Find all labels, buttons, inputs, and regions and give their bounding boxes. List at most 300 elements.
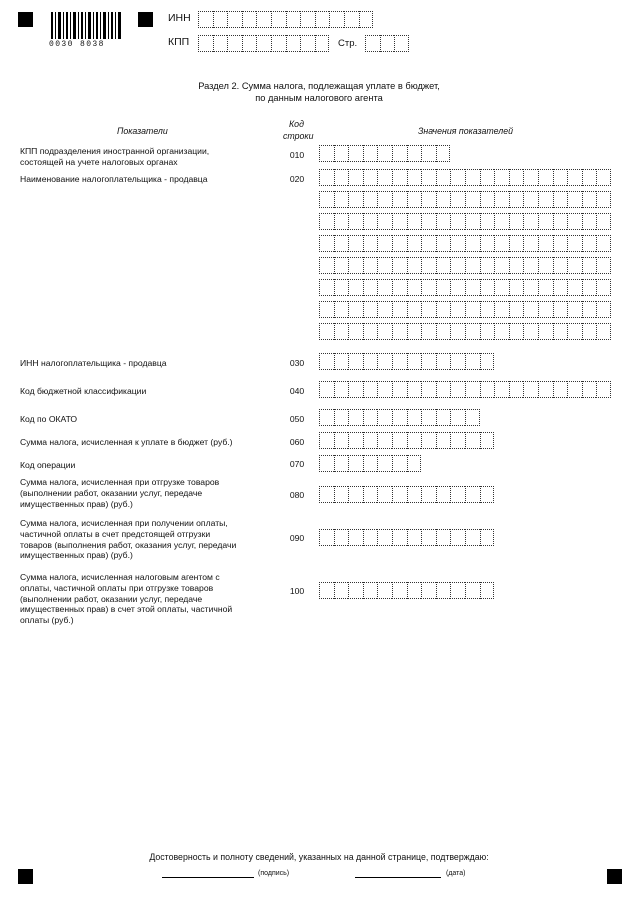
character-cell[interactable]: [348, 432, 363, 449]
character-cell[interactable]: [213, 35, 228, 52]
character-cell[interactable]: [319, 409, 334, 426]
character-cell[interactable]: [436, 323, 451, 340]
inn-field[interactable]: [198, 11, 373, 28]
character-cell[interactable]: [421, 432, 436, 449]
character-cell[interactable]: [348, 455, 363, 472]
character-cell[interactable]: [582, 279, 597, 296]
character-cell[interactable]: [509, 257, 524, 274]
character-cell[interactable]: [348, 409, 363, 426]
character-cell[interactable]: [319, 235, 334, 252]
character-cell[interactable]: [509, 381, 524, 398]
character-cell[interactable]: [421, 582, 436, 599]
character-cell[interactable]: [329, 11, 344, 28]
character-cell[interactable]: [538, 235, 553, 252]
character-cell[interactable]: [450, 257, 465, 274]
kpp-field[interactable]: [198, 35, 329, 52]
row-070-field[interactable]: [319, 455, 421, 472]
character-cell[interactable]: [334, 432, 349, 449]
character-cell[interactable]: [377, 432, 392, 449]
character-cell[interactable]: [509, 301, 524, 318]
character-cell[interactable]: [392, 381, 407, 398]
character-cell[interactable]: [596, 279, 611, 296]
row-020-field-line-1[interactable]: [319, 169, 611, 186]
character-cell[interactable]: [421, 169, 436, 186]
character-cell[interactable]: [377, 257, 392, 274]
character-cell[interactable]: [242, 11, 257, 28]
character-cell[interactable]: [494, 279, 509, 296]
character-cell[interactable]: [348, 191, 363, 208]
character-cell[interactable]: [509, 235, 524, 252]
character-cell[interactable]: [567, 213, 582, 230]
character-cell[interactable]: [450, 169, 465, 186]
character-cell[interactable]: [392, 191, 407, 208]
character-cell[interactable]: [436, 353, 451, 370]
character-cell[interactable]: [394, 35, 409, 52]
character-cell[interactable]: [377, 213, 392, 230]
character-cell[interactable]: [450, 381, 465, 398]
character-cell[interactable]: [465, 353, 480, 370]
character-cell[interactable]: [509, 213, 524, 230]
character-cell[interactable]: [348, 169, 363, 186]
character-cell[interactable]: [480, 279, 495, 296]
character-cell[interactable]: [480, 257, 495, 274]
character-cell[interactable]: [465, 381, 480, 398]
character-cell[interactable]: [348, 145, 363, 162]
character-cell[interactable]: [242, 35, 257, 52]
character-cell[interactable]: [392, 455, 407, 472]
date-line[interactable]: [355, 877, 441, 878]
character-cell[interactable]: [494, 323, 509, 340]
character-cell[interactable]: [421, 145, 436, 162]
character-cell[interactable]: [407, 301, 422, 318]
character-cell[interactable]: [227, 11, 242, 28]
row-020-field-line-6[interactable]: [319, 279, 611, 296]
character-cell[interactable]: [334, 455, 349, 472]
character-cell[interactable]: [334, 486, 349, 503]
character-cell[interactable]: [348, 381, 363, 398]
character-cell[interactable]: [553, 169, 568, 186]
character-cell[interactable]: [363, 257, 378, 274]
character-cell[interactable]: [377, 409, 392, 426]
character-cell[interactable]: [363, 279, 378, 296]
character-cell[interactable]: [421, 381, 436, 398]
character-cell[interactable]: [392, 582, 407, 599]
row-020-field-line-7[interactable]: [319, 301, 611, 318]
character-cell[interactable]: [480, 353, 495, 370]
character-cell[interactable]: [392, 301, 407, 318]
character-cell[interactable]: [363, 169, 378, 186]
character-cell[interactable]: [480, 213, 495, 230]
character-cell[interactable]: [377, 582, 392, 599]
character-cell[interactable]: [407, 191, 422, 208]
character-cell[interactable]: [334, 213, 349, 230]
character-cell[interactable]: [198, 11, 213, 28]
character-cell[interactable]: [582, 323, 597, 340]
character-cell[interactable]: [465, 213, 480, 230]
character-cell[interactable]: [377, 455, 392, 472]
character-cell[interactable]: [377, 529, 392, 546]
character-cell[interactable]: [480, 169, 495, 186]
character-cell[interactable]: [567, 257, 582, 274]
character-cell[interactable]: [450, 486, 465, 503]
character-cell[interactable]: [480, 235, 495, 252]
character-cell[interactable]: [450, 191, 465, 208]
character-cell[interactable]: [480, 323, 495, 340]
character-cell[interactable]: [465, 279, 480, 296]
character-cell[interactable]: [582, 301, 597, 318]
character-cell[interactable]: [377, 353, 392, 370]
character-cell[interactable]: [348, 529, 363, 546]
character-cell[interactable]: [363, 455, 378, 472]
character-cell[interactable]: [538, 301, 553, 318]
character-cell[interactable]: [465, 486, 480, 503]
character-cell[interactable]: [494, 301, 509, 318]
character-cell[interactable]: [523, 381, 538, 398]
character-cell[interactable]: [538, 279, 553, 296]
character-cell[interactable]: [300, 11, 315, 28]
character-cell[interactable]: [582, 213, 597, 230]
character-cell[interactable]: [407, 409, 422, 426]
character-cell[interactable]: [436, 381, 451, 398]
character-cell[interactable]: [377, 235, 392, 252]
character-cell[interactable]: [465, 409, 480, 426]
character-cell[interactable]: [348, 323, 363, 340]
character-cell[interactable]: [363, 381, 378, 398]
character-cell[interactable]: [334, 353, 349, 370]
character-cell[interactable]: [553, 301, 568, 318]
character-cell[interactable]: [596, 235, 611, 252]
character-cell[interactable]: [421, 301, 436, 318]
character-cell[interactable]: [421, 409, 436, 426]
character-cell[interactable]: [319, 529, 334, 546]
character-cell[interactable]: [407, 381, 422, 398]
character-cell[interactable]: [334, 529, 349, 546]
character-cell[interactable]: [407, 145, 422, 162]
character-cell[interactable]: [450, 213, 465, 230]
character-cell[interactable]: [450, 301, 465, 318]
character-cell[interactable]: [421, 213, 436, 230]
character-cell[interactable]: [319, 191, 334, 208]
character-cell[interactable]: [227, 35, 242, 52]
character-cell[interactable]: [480, 381, 495, 398]
character-cell[interactable]: [436, 301, 451, 318]
character-cell[interactable]: [480, 301, 495, 318]
character-cell[interactable]: [363, 353, 378, 370]
row-010-field[interactable]: [319, 145, 450, 162]
character-cell[interactable]: [363, 486, 378, 503]
character-cell[interactable]: [494, 213, 509, 230]
character-cell[interactable]: [567, 191, 582, 208]
character-cell[interactable]: [523, 257, 538, 274]
character-cell[interactable]: [286, 35, 301, 52]
character-cell[interactable]: [334, 381, 349, 398]
character-cell[interactable]: [334, 257, 349, 274]
character-cell[interactable]: [465, 301, 480, 318]
character-cell[interactable]: [436, 257, 451, 274]
character-cell[interactable]: [363, 301, 378, 318]
character-cell[interactable]: [392, 409, 407, 426]
character-cell[interactable]: [421, 257, 436, 274]
character-cell[interactable]: [271, 11, 286, 28]
character-cell[interactable]: [319, 145, 334, 162]
character-cell[interactable]: [436, 409, 451, 426]
character-cell[interactable]: [421, 235, 436, 252]
character-cell[interactable]: [377, 323, 392, 340]
character-cell[interactable]: [334, 323, 349, 340]
character-cell[interactable]: [377, 191, 392, 208]
character-cell[interactable]: [256, 35, 271, 52]
character-cell[interactable]: [377, 486, 392, 503]
character-cell[interactable]: [348, 582, 363, 599]
row-100-field[interactable]: [319, 582, 494, 599]
character-cell[interactable]: [392, 353, 407, 370]
character-cell[interactable]: [407, 486, 422, 503]
character-cell[interactable]: [523, 213, 538, 230]
character-cell[interactable]: [509, 279, 524, 296]
character-cell[interactable]: [334, 279, 349, 296]
character-cell[interactable]: [392, 145, 407, 162]
character-cell[interactable]: [480, 191, 495, 208]
character-cell[interactable]: [348, 301, 363, 318]
character-cell[interactable]: [553, 381, 568, 398]
character-cell[interactable]: [421, 353, 436, 370]
character-cell[interactable]: [407, 213, 422, 230]
character-cell[interactable]: [407, 432, 422, 449]
character-cell[interactable]: [392, 257, 407, 274]
character-cell[interactable]: [553, 213, 568, 230]
character-cell[interactable]: [319, 455, 334, 472]
character-cell[interactable]: [348, 486, 363, 503]
character-cell[interactable]: [286, 11, 301, 28]
character-cell[interactable]: [596, 323, 611, 340]
character-cell[interactable]: [392, 432, 407, 449]
character-cell[interactable]: [538, 191, 553, 208]
character-cell[interactable]: [319, 432, 334, 449]
character-cell[interactable]: [344, 11, 359, 28]
row-090-field[interactable]: [319, 529, 494, 546]
character-cell[interactable]: [538, 381, 553, 398]
signature-line[interactable]: [162, 877, 254, 878]
character-cell[interactable]: [392, 279, 407, 296]
character-cell[interactable]: [319, 169, 334, 186]
character-cell[interactable]: [436, 213, 451, 230]
row-060-field[interactable]: [319, 432, 494, 449]
character-cell[interactable]: [465, 582, 480, 599]
character-cell[interactable]: [377, 381, 392, 398]
character-cell[interactable]: [450, 432, 465, 449]
character-cell[interactable]: [363, 213, 378, 230]
character-cell[interactable]: [538, 169, 553, 186]
character-cell[interactable]: [450, 582, 465, 599]
character-cell[interactable]: [450, 323, 465, 340]
character-cell[interactable]: [392, 169, 407, 186]
character-cell[interactable]: [509, 191, 524, 208]
row-020-field-line-5[interactable]: [319, 257, 611, 274]
character-cell[interactable]: [436, 529, 451, 546]
character-cell[interactable]: [509, 323, 524, 340]
row-030-field[interactable]: [319, 353, 494, 370]
character-cell[interactable]: [596, 301, 611, 318]
character-cell[interactable]: [363, 582, 378, 599]
character-cell[interactable]: [380, 35, 395, 52]
character-cell[interactable]: [300, 35, 315, 52]
character-cell[interactable]: [407, 455, 422, 472]
character-cell[interactable]: [421, 279, 436, 296]
character-cell[interactable]: [465, 235, 480, 252]
character-cell[interactable]: [198, 35, 213, 52]
character-cell[interactable]: [334, 301, 349, 318]
character-cell[interactable]: [523, 323, 538, 340]
character-cell[interactable]: [450, 279, 465, 296]
character-cell[interactable]: [567, 381, 582, 398]
row-040-field[interactable]: [319, 381, 611, 398]
character-cell[interactable]: [567, 235, 582, 252]
character-cell[interactable]: [319, 257, 334, 274]
character-cell[interactable]: [359, 11, 374, 28]
character-cell[interactable]: [256, 11, 271, 28]
character-cell[interactable]: [363, 409, 378, 426]
character-cell[interactable]: [538, 213, 553, 230]
row-020-field-line-4[interactable]: [319, 235, 611, 252]
page-number-field[interactable]: [365, 35, 409, 52]
character-cell[interactable]: [450, 409, 465, 426]
character-cell[interactable]: [596, 381, 611, 398]
character-cell[interactable]: [436, 145, 451, 162]
character-cell[interactable]: [538, 323, 553, 340]
character-cell[interactable]: [596, 257, 611, 274]
character-cell[interactable]: [334, 169, 349, 186]
character-cell[interactable]: [213, 11, 228, 28]
character-cell[interactable]: [421, 323, 436, 340]
character-cell[interactable]: [582, 381, 597, 398]
character-cell[interactable]: [553, 323, 568, 340]
character-cell[interactable]: [315, 35, 330, 52]
row-080-field[interactable]: [319, 486, 494, 503]
character-cell[interactable]: [363, 191, 378, 208]
character-cell[interactable]: [523, 169, 538, 186]
character-cell[interactable]: [407, 529, 422, 546]
character-cell[interactable]: [319, 381, 334, 398]
character-cell[interactable]: [582, 169, 597, 186]
character-cell[interactable]: [509, 169, 524, 186]
character-cell[interactable]: [319, 582, 334, 599]
character-cell[interactable]: [465, 257, 480, 274]
character-cell[interactable]: [480, 582, 495, 599]
character-cell[interactable]: [363, 235, 378, 252]
character-cell[interactable]: [494, 381, 509, 398]
character-cell[interactable]: [494, 257, 509, 274]
character-cell[interactable]: [348, 279, 363, 296]
row-020-field-line-2[interactable]: [319, 191, 611, 208]
character-cell[interactable]: [421, 191, 436, 208]
character-cell[interactable]: [553, 191, 568, 208]
character-cell[interactable]: [348, 353, 363, 370]
character-cell[interactable]: [271, 35, 286, 52]
character-cell[interactable]: [582, 257, 597, 274]
character-cell[interactable]: [465, 432, 480, 449]
character-cell[interactable]: [407, 353, 422, 370]
character-cell[interactable]: [436, 235, 451, 252]
character-cell[interactable]: [523, 191, 538, 208]
character-cell[interactable]: [436, 486, 451, 503]
character-cell[interactable]: [465, 191, 480, 208]
character-cell[interactable]: [523, 279, 538, 296]
character-cell[interactable]: [363, 145, 378, 162]
character-cell[interactable]: [363, 432, 378, 449]
row-020-field-line-3[interactable]: [319, 213, 611, 230]
character-cell[interactable]: [480, 486, 495, 503]
character-cell[interactable]: [348, 257, 363, 274]
character-cell[interactable]: [567, 301, 582, 318]
character-cell[interactable]: [363, 529, 378, 546]
character-cell[interactable]: [553, 257, 568, 274]
character-cell[interactable]: [450, 529, 465, 546]
character-cell[interactable]: [596, 169, 611, 186]
character-cell[interactable]: [567, 323, 582, 340]
character-cell[interactable]: [407, 257, 422, 274]
character-cell[interactable]: [553, 235, 568, 252]
character-cell[interactable]: [392, 529, 407, 546]
character-cell[interactable]: [450, 353, 465, 370]
character-cell[interactable]: [494, 191, 509, 208]
character-cell[interactable]: [436, 432, 451, 449]
character-cell[interactable]: [363, 323, 378, 340]
character-cell[interactable]: [348, 213, 363, 230]
character-cell[interactable]: [334, 145, 349, 162]
character-cell[interactable]: [319, 213, 334, 230]
character-cell[interactable]: [319, 353, 334, 370]
character-cell[interactable]: [421, 486, 436, 503]
character-cell[interactable]: [392, 323, 407, 340]
character-cell[interactable]: [436, 582, 451, 599]
character-cell[interactable]: [465, 529, 480, 546]
character-cell[interactable]: [407, 235, 422, 252]
character-cell[interactable]: [523, 235, 538, 252]
character-cell[interactable]: [436, 169, 451, 186]
character-cell[interactable]: [465, 169, 480, 186]
character-cell[interactable]: [334, 191, 349, 208]
character-cell[interactable]: [523, 301, 538, 318]
character-cell[interactable]: [538, 257, 553, 274]
character-cell[interactable]: [567, 169, 582, 186]
character-cell[interactable]: [377, 301, 392, 318]
character-cell[interactable]: [407, 323, 422, 340]
character-cell[interactable]: [377, 169, 392, 186]
character-cell[interactable]: [421, 529, 436, 546]
character-cell[interactable]: [319, 301, 334, 318]
character-cell[interactable]: [348, 235, 363, 252]
character-cell[interactable]: [450, 235, 465, 252]
character-cell[interactable]: [567, 279, 582, 296]
character-cell[interactable]: [436, 191, 451, 208]
character-cell[interactable]: [392, 213, 407, 230]
character-cell[interactable]: [407, 582, 422, 599]
character-cell[interactable]: [319, 486, 334, 503]
character-cell[interactable]: [377, 279, 392, 296]
character-cell[interactable]: [465, 323, 480, 340]
character-cell[interactable]: [436, 279, 451, 296]
character-cell[interactable]: [494, 235, 509, 252]
character-cell[interactable]: [319, 279, 334, 296]
character-cell[interactable]: [596, 191, 611, 208]
character-cell[interactable]: [582, 191, 597, 208]
character-cell[interactable]: [377, 145, 392, 162]
row-050-field[interactable]: [319, 409, 480, 426]
character-cell[interactable]: [315, 11, 330, 28]
character-cell[interactable]: [407, 279, 422, 296]
character-cell[interactable]: [334, 582, 349, 599]
character-cell[interactable]: [553, 279, 568, 296]
